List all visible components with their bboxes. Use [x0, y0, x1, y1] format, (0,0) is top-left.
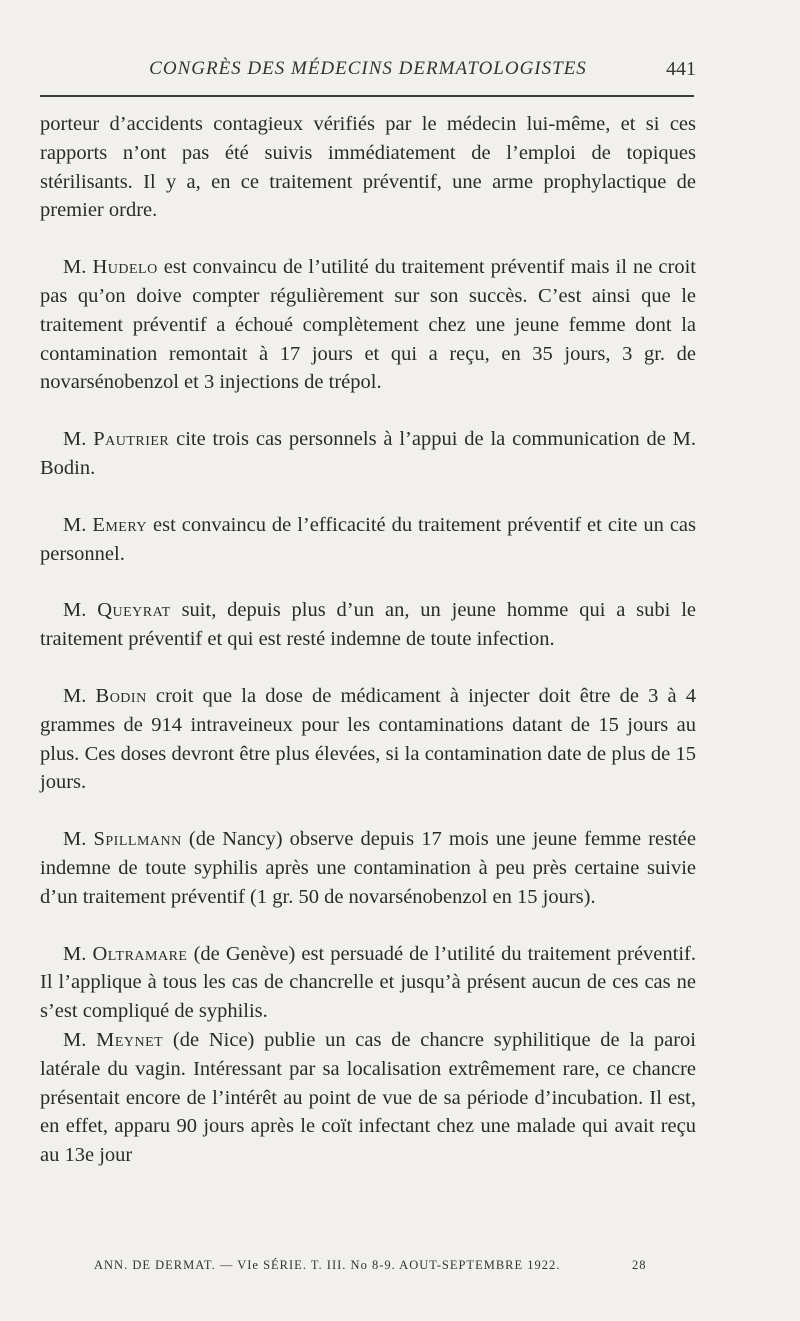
body-text: [40, 110, 696, 1170]
speaker-name: Queyrat: [97, 599, 171, 622]
speaker-prefix: M.: [63, 599, 98, 622]
speaker-name: Bodin: [95, 684, 147, 707]
paragraph-text: (de Nice) publie un cas de chancre syphilitique de la paroi latérale du vagin. Intéressant par sa localisation extrêmement rare, ce chancre présentait encore de l’intérêt au point de vue de sa période d’incubation. Il est, en effet, apparu 90 jours après le coït infectant chez une malade qui avait reçu au 13e jour: [40, 1028, 696, 1167]
paragraph-pautrier: [40, 425, 696, 483]
speaker-name: Pautrier: [93, 428, 170, 451]
running-title: CONGRÈS DES MÉDECINS DERMATOLOGISTES: [149, 58, 587, 79]
speaker-prefix: M.: [63, 942, 93, 965]
running-header: [40, 58, 696, 88]
paragraph-text: cite trois cas personnels à l’appui de la communication de M. Bodin.: [40, 428, 696, 479]
paragraph-continuation: [40, 110, 696, 225]
paragraph-text: est convaincu de l’utilité du traitement préventif mais il ne croit pas qu’on doive compter régulièrement sur son succès. C’est ainsi que le traitement préventif a échoué complètement chez une jeune femme dont la contamination remontait à 17 jours et qui a reçu, en 35 jours, 3 gr. de novarsénobenzol et 3 injections de trépol.: [40, 256, 696, 394]
speaker-prefix: M.: [63, 428, 94, 451]
journal-citation: ANN. DE DERMAT. — VIe SÉRIE. T. III. No 8-9. AOUT-SEPTEMBRE 1922.: [94, 1258, 561, 1272]
speaker-prefix: M.: [63, 828, 94, 851]
speaker-name: Oltramare: [92, 942, 188, 965]
paragraph-text: suit, depuis plus d’un an, un jeune homme qui a subi le traitement préventif et qui est resté indemne de toute infection.: [40, 599, 696, 651]
paragraph-text: (de Genève) est persuadé de l’utilité du traitement préventif. Il l’applique à tous les cas de chancrelle et jusqu’à présent aucun de ces cas ne s’est compliqué de syphilis.: [40, 942, 696, 1023]
speaker-prefix: M.: [63, 256, 93, 279]
paragraph-text: porteur d’accidents contagieux vérifiés par le médecin lui-même, et si ces rapports n’ont pas été suivis immédiatement de l’emploi de topiques stérilisants. Il y a, en ce traitement préventif, une arme prophylactique de premier ordre.: [40, 113, 696, 222]
page-number: 441: [666, 58, 696, 80]
paragraph-queyrat: [40, 596, 696, 654]
paragraph-oltramare: [40, 940, 696, 1026]
speaker-name: Meynet: [96, 1028, 164, 1051]
speaker-name: Hudelo: [92, 256, 158, 279]
paragraph-bodin: [40, 682, 696, 797]
header-rule: [40, 95, 694, 97]
speaker-prefix: M.: [63, 513, 93, 536]
paragraph-text: croit que la dose de médicament à injecter doit être de 3 à 4 grammes de 914 intraveineux pour les contaminations datant de 15 jours au plus. Ces doses devront être plus élevées, si la contamination date de plus de 15 jours.: [40, 684, 696, 794]
paragraph-text: (de Nancy) observe depuis 17 mois une jeune femme restée indemne de toute syphilis après une contamination à peu près certaine suivie d’un traitement préventif (1 gr. 50 de novarsénobenzol en 15 jours).: [40, 828, 696, 908]
speaker-name: Emery: [92, 513, 148, 536]
speaker-name: Spillmann: [93, 828, 182, 851]
speaker-prefix: M.: [63, 684, 96, 707]
sheet-number: 28: [632, 1258, 647, 1272]
paragraph-spillmann: [40, 825, 696, 911]
paragraph-emery: [40, 511, 696, 569]
paragraph-text: est convaincu de l’efficacité du traitement préventif et cite un cas personnel.: [40, 513, 697, 565]
speaker-prefix: M.: [63, 1028, 97, 1051]
page-footer: [94, 1258, 647, 1273]
paragraph-meynet: [40, 1026, 696, 1170]
paragraph-hudelo: [40, 253, 696, 397]
